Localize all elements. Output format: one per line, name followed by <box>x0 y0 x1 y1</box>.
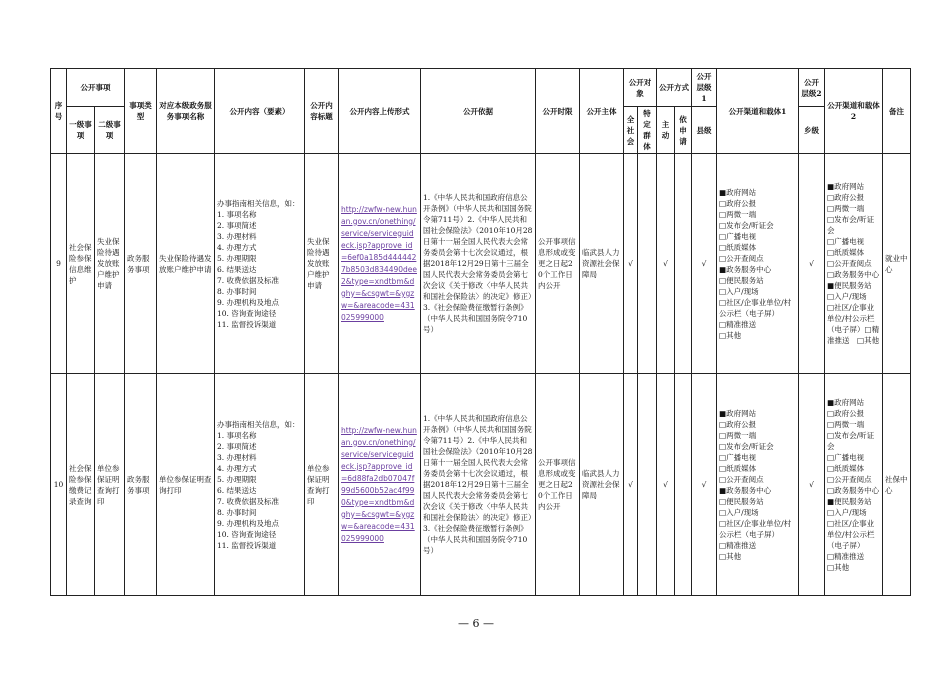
row-basis: 1.《中华人民共和国政府信息公开条例》（中华人民共和国国务院令第711号）2.《中华人民共和国社会保险法》（2010年10月28日第十一届全国人民代表大会常务委员会第十七次会议通过，根据2018年12月29日第十三届全国人民代表大会常务委员会第七次会议《关于修改〈中华人民共和国社会保险法〉的决定》修正）3.《社会保险费征缴暂行条例》（中华人民共和国国务院令710号） <box>421 374 536 596</box>
header-item-type: 事项类型 <box>125 69 157 154</box>
row-upload-form <box>339 154 421 374</box>
disclosure-table <box>50 68 911 596</box>
row-level2: 单位参保证明查询打印 <box>95 374 125 596</box>
channel-option: □政府公报 <box>827 408 865 418</box>
row-method-request <box>675 154 692 374</box>
channel-option: □纸质媒体 <box>719 242 757 252</box>
row-target-specific <box>638 374 657 596</box>
channel-option: □社区/企事业单位/村公示栏（电子屏） <box>719 518 792 539</box>
header-subject: 公开主体 <box>580 69 624 154</box>
row-content <box>215 154 305 374</box>
channel-option: □政务服务中心 <box>827 270 880 279</box>
row-remark: 就业中心 <box>883 154 911 374</box>
row-layer2-town: √ <box>799 374 825 596</box>
row-channel1 <box>717 374 799 596</box>
content-line: 1. 事项名称 <box>217 430 257 440</box>
content-line: 10. 咨询查询途径 <box>217 308 277 318</box>
channel-option: □纸质媒体 <box>827 463 865 473</box>
channel-option: □其他 <box>719 330 742 340</box>
row-service-name: 单位参保证明查询打印 <box>157 374 215 596</box>
channel-option: □两微一端 <box>827 419 865 429</box>
row-remark: 社保中心 <box>883 374 911 596</box>
content-line: 6. 结果送达 <box>217 264 257 274</box>
channel-option: □广播电视 <box>719 452 757 462</box>
header-level2: 二级事项 <box>95 107 125 154</box>
row-channel1 <box>717 154 799 374</box>
row-time-limit: 公开事项信息形成或变更之日起20个工作日内公开 <box>536 374 580 596</box>
row-method-active: √ <box>657 374 675 596</box>
channel-option: □入户/现场 <box>719 507 759 517</box>
row-channel2 <box>825 374 883 596</box>
content-line: 7. 收费依据及标准 <box>217 275 280 285</box>
channel-option: ■政务服务中心 <box>719 264 772 274</box>
content-line: 办事指南相关信息，如： <box>217 198 300 208</box>
row-content-title: 失业保险待遇发放账户维护申请 <box>305 154 339 374</box>
content-line: 6. 结果送达 <box>217 485 257 495</box>
header-item-group: 公开事项 <box>67 69 125 107</box>
table-row <box>51 374 911 596</box>
row-method-request <box>675 374 692 596</box>
channel-option: □社区/企事业单位/村公示栏（电子屏）□精准推送 □其他 <box>827 303 880 345</box>
header-layer2-town: 乡级 <box>799 107 825 154</box>
row-item-type: 政务服务事项 <box>125 374 157 596</box>
content-line: 10. 咨询查询途径 <box>217 529 277 539</box>
channel-option: □两微一端 <box>719 430 757 440</box>
row-target-all: √ <box>624 154 638 374</box>
channel-option: □入户/现场 <box>719 286 759 296</box>
content-line: 8. 办事时间 <box>217 507 257 517</box>
content-line: 3. 办理材料 <box>217 452 257 462</box>
channel-option: □发布会/听证会 <box>719 220 774 230</box>
content-line: 7. 收费依据及标准 <box>217 496 280 506</box>
row-layer1-county: √ <box>692 154 717 374</box>
row-channel2 <box>825 154 883 374</box>
content-line: 9. 办理机构及地点 <box>217 518 280 528</box>
content-line: 5. 办理期限 <box>217 253 257 263</box>
channel-option: □入户/现场 <box>827 507 867 517</box>
content-line: 11. 监督投诉渠道 <box>217 319 277 329</box>
row-subject: 临武县人力资源社会保障局 <box>580 154 624 374</box>
content-line: 2. 事项简述 <box>217 220 257 230</box>
content-line: 4. 办理方式 <box>217 463 257 473</box>
header-channel1: 公开渠道和载体1 <box>717 69 799 154</box>
channel-option: ■政府网站 <box>719 187 757 197</box>
channel-option: □两微一端 <box>827 204 865 213</box>
channel-option: ■政府网站 <box>719 408 757 418</box>
channel-option: □纸质媒体 <box>719 463 757 473</box>
channel-option: □其他 <box>827 562 850 572</box>
row-item-type: 政务服务事项 <box>125 154 157 374</box>
row-subject: 临武县人力资源社会保障局 <box>580 374 624 596</box>
header-remark: 备注 <box>883 69 911 154</box>
table-row <box>51 154 911 374</box>
channel-option: □公开查阅点 <box>719 253 764 263</box>
channel-option: □便民服务站 <box>719 275 764 285</box>
row-method-active: √ <box>657 154 675 374</box>
header-target-all: 全社会 <box>624 107 638 154</box>
channel-option: □公开查阅点 <box>827 474 872 484</box>
header-target-group: 公开对象 <box>624 69 657 107</box>
channel-option: □广播电视 <box>827 237 865 246</box>
header-method-group: 公开方式 <box>657 69 692 107</box>
header-level1: 一级事项 <box>67 107 95 154</box>
row-service-name: 失业保险待遇发放账户维护申请 <box>157 154 215 374</box>
channel-option: □精准推送 <box>827 551 865 561</box>
content-line: 3. 办理材料 <box>217 231 257 241</box>
channel-option: □纸质媒体 <box>827 248 865 257</box>
row-target-all: √ <box>624 374 638 596</box>
header-basis: 公开依据 <box>421 69 536 154</box>
header-content: 公开内容（要素） <box>215 69 305 154</box>
channel-option: □其他 <box>719 551 742 561</box>
header-target-specific: 特定群体 <box>638 107 657 154</box>
header-content-title: 公开内容标题 <box>305 69 339 154</box>
header-channel2: 公开渠道和载体2 <box>825 69 883 154</box>
channel-option: □社区/企事业单位/村公示栏（电子屏） <box>827 518 875 550</box>
content-line: 9. 办理机构及地点 <box>217 297 280 307</box>
channel-option: □精准推送 <box>719 540 757 550</box>
header-time-limit: 公开时限 <box>536 69 580 154</box>
channel-option: □公开查阅点 <box>827 259 872 268</box>
row-level2: 失业保险待遇发放账户维护申请 <box>95 154 125 374</box>
header-layer1-county: 县级 <box>692 107 717 154</box>
content-line: 1. 事项名称 <box>217 209 257 219</box>
content-line: 4. 办理方式 <box>217 242 257 252</box>
header-layer2-group: 公开层级2 <box>799 69 825 107</box>
row-level1: 社会保险参保缴费记录查询 <box>67 374 95 596</box>
channel-option: ■政府网站 <box>827 397 865 407</box>
channel-option: □发布会/听证会 <box>719 441 774 451</box>
channel-option: □公开查阅点 <box>719 474 764 484</box>
channel-option: ■便民服务站 <box>827 281 872 290</box>
row-content <box>215 374 305 596</box>
page-number: — 6 — <box>458 617 494 630</box>
row-upload-form <box>339 374 421 596</box>
channel-option: □广播电视 <box>827 452 865 462</box>
row-seq: 10 <box>51 374 67 596</box>
row-layer1-county: √ <box>692 374 717 596</box>
content-line: 2. 事项简述 <box>217 441 257 451</box>
channel-option: □精准推送 <box>719 319 757 329</box>
channel-option: ■便民服务站 <box>827 496 872 506</box>
row-content-title: 单位参保证明查询打印 <box>305 374 339 596</box>
header-method-request: 依申请 <box>675 107 692 154</box>
channel-option: □政府公报 <box>719 419 757 429</box>
channel-option: □政务服务中心 <box>827 485 880 495</box>
header-seq: 序号 <box>51 69 67 154</box>
channel-option: □发布会/听证会 <box>827 215 875 235</box>
row-time-limit: 公开事项信息形成或变更之日起20个工作日内公开 <box>536 154 580 374</box>
content-line: 办事指南相关信息，如： <box>217 419 300 429</box>
service-guide-link[interactable]: http://zwfw-new.hunan.gov.cn/onething/service/serviceguideck.jsp?approve_id=6ef0a185d4444427b8503d834490dee2&type=xndtbm&dghy=&csgwt=&ygzw=&areacode=431025999000 <box>341 204 417 322</box>
header-service-name: 对应本级政务服务事项名称 <box>157 69 215 154</box>
content-line: 8. 办事时间 <box>217 286 257 296</box>
content-line: 5. 办理期限 <box>217 474 257 484</box>
channel-option: □两微一端 <box>719 209 757 219</box>
table-body <box>51 154 911 596</box>
channel-option: □政府公报 <box>719 198 757 208</box>
channel-option: □社区/企事业单位/村公示栏（电子屏） <box>719 297 792 318</box>
row-target-specific <box>638 154 657 374</box>
header-upload-form: 公开内容上传形式 <box>339 69 421 154</box>
row-seq: 9 <box>51 154 67 374</box>
channel-option: ■政府网站 <box>827 182 865 191</box>
header-layer1-group: 公开层级1 <box>692 69 717 107</box>
channel-option: □政府公报 <box>827 193 865 202</box>
header-method-active: 主动 <box>657 107 675 154</box>
channel-option: □发布会/听证会 <box>827 430 875 451</box>
channel-option: □广播电视 <box>719 231 757 241</box>
row-basis: 1.《中华人民共和国政府信息公开条例》（中华人民共和国国务院令第711号）2.《中华人民共和国社会保险法》（2010年10月28日第十一届全国人民代表大会常务委员会第十七次会议通过，根据2018年12月29日第十三届全国人民代表大会常务委员会第七次会议《关于修改〈中华人民共和国社会保险法〉的决定》修正）3.《社会保险费征缴暂行条例》（中华人民共和国国务院令710号） <box>421 154 536 374</box>
channel-option: □便民服务站 <box>719 496 764 506</box>
channel-option: ■政务服务中心 <box>719 485 772 495</box>
service-guide-link[interactable]: http://zwfw-new.hunan.gov.cn/onething/service/serviceguideck.jsp?approve_id=6d88fa2db07047f99d5600b52ac4f990&type=xndtbm&dghy=&csgwt=&ygzw=&areacode=431025999000 <box>341 425 417 543</box>
row-level1: 社会保险参保信息维护 <box>67 154 95 374</box>
row-layer2-town: √ <box>799 154 825 374</box>
content-line: 11. 监督投诉渠道 <box>217 540 277 550</box>
channel-option: □入户/现场 <box>827 292 867 301</box>
